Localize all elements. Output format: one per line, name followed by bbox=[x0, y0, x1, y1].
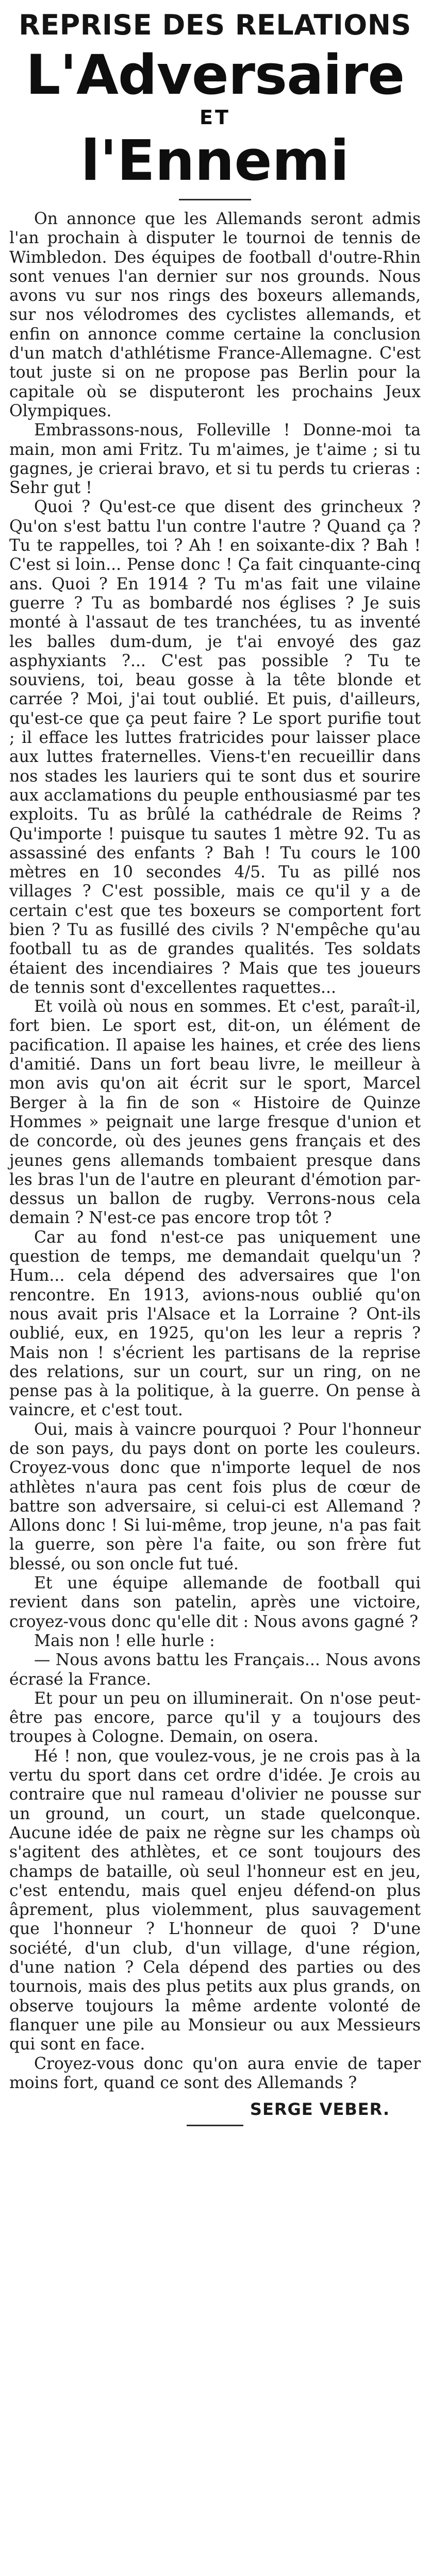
article-paragraph-11: Hé ! non, que voulez-vous, je ne crois pas à la vertu du sport dans cet ordre d'idée. Je crois au contraire que nul rameau d'olivier ne pousse sur un ground, un court, un stade quelconque. Aucune idée de paix ne règne sur les champs où s'agitent des athlètes, et ce sont toujours des champs de bataille, où seul l'honneur est en jeu, c'est entendu, mais quel enjeu défend-on plus âprement, plus violemment, plus sauvagement que l'honneur ? L'honneur de quoi ? D'une société, d'un club, d'un village, d'une région, d'une nation ? Cela dépend des parties ou des tournois, mais des plus petits aux plus grands, on observe toujours la même ardente volonté de flanquer une pile au Monsieur ou aux Messieurs qui sont en face. bbox=[9, 1747, 421, 2054]
end-divider bbox=[187, 2125, 243, 2126]
article-paragraph-6: Oui, mais à vaincre pourquoi ? Pour l'honneur de son pays, du pays dont on porte les couleurs. Croyez-vous donc que n'importe lequel de nos athlètes n'aura pas cent fois plus de cœur de battre son adversaire, si celui-ci est Allemand ? Allons donc ! Si lui-même, trop jeune, n'a pas fait la guerre, son père l'a faite, ou son frère fut blessé, ou son oncle fut tué. bbox=[9, 1420, 421, 1573]
article-paragraph-10: Et pour un peu on illuminerait. On n'ose peut-être pas encore, parce qu'il y a toujours des troupes à Cologne. Demain, on osera. bbox=[9, 1689, 421, 1747]
author-signature: SERGE VEBER. bbox=[250, 2099, 390, 2120]
article-title-line-3: l'Ennemi bbox=[80, 129, 350, 193]
article-paragraph-8: Mais non ! elle hurle : bbox=[34, 1631, 215, 1650]
article-paragraph-2: Embrassons-nous, Folleville ! Donne-moi ta main, mon ami Fritz. Tu m'aimes, je t'aime ; si tu gagnes, je crierai bravo, et si tu perds tu crieras : Sehr gut ! bbox=[9, 421, 421, 498]
article-title-line-2: ET bbox=[200, 106, 230, 129]
article-paragraph-4: Et voilà où nous en sommes. Et c'est, paraît-il, fort bien. Le sport est, dit-on, un élément de pacification. Il apaise les haines, et crée des liens d'amitié. Dans un fort beau livre, le meilleur à mon avis qu'on ait écrit sur le sport, Marcel Berger à la fin de son « Histoire de Quinze Hommes » peignait une large fresque d'union et de concorde, où des jeunes gens français et des jeunes gens allemands tombaient presque dans les bras l'un de l'autre en pleurant d'émotion par-dessus un ballon de rugby. Verrons-nous cela demain ? N'est-ce pas encore trop tôt ? bbox=[9, 997, 421, 1228]
article-paragraph-5: Car au fond n'est-ce pas uniquement une question de temps, me demandait quelqu'un ? Hum... cela dépend des adversaires que l'on rencontre. En 1913, avions-nous oublié qu'on nous avait pris l'Alsace et la Lorraine ? Ont-ils oublié, eux, en 1925, qu'on les leur a repris ? Mais non ! s'écrient les partisans de la reprise des relations, sur un court, sur un ring, on ne pense pas à la politique, à la guerre. On pense à vaincre, et c'est tout. bbox=[9, 1228, 421, 1420]
title-divider bbox=[179, 199, 251, 200]
article-paragraph-3: Quoi ? Qu'est-ce que disent des grincheux ? Qu'on s'est battu l'un contre l'autre ? Quand ça ? Tu te rappelles, toi ? Ah ! en soixante-dix ? Bah ! C'est si loin... Pense donc ! Ça fait cinquante-cinq ans. Quoi ? En 1914 ? Tu m'as fait une vilaine guerre ? Tu as bombardé nos églises ? Je suis monté à l'assaut de tes tranchées, tu as inventé les balles dum-dum, je t'ai envoyé des gaz asphyxiants ?... C'est pas possible ? Tu te souviens, toi, beau gosse à la tête blonde et carrée ? Moi, j'ai tout oublié. Et puis, d'ailleurs, qu'est-ce que ça peut faire ? Le sport purifie tout ; il efface les luttes fratricides pour laisser place aux luttes fraternelles. Viens-t'en recueillir dans nos stades les lauriers qui te sont dus et sourire aux acclamations du peuple enthousiasmé par tes exploits. Tu as brûlé la cathédrale de Reims ? Qu'importe ! puisque tu sautes 1 mètre 92. Tu as assassiné des enfants ? Bah ! Tu cours le 100 mètres en 10 secondes 4/5. Tu as pillé nos villages ? C'est possible, mais ce qu'il y a de certain c'est que tes boxeurs se comportent fort bien ? Tu as fusillé des civils ? N'empêche qu'au football tu as de grandes qualités. Tes soldats étaient des incendiaires ? Mais que tes joueurs de tennis sont d'excellentes raquettes... bbox=[9, 498, 421, 997]
article-column bbox=[9, 7, 421, 2126]
article-paragraph-9: — Nous avons battu les Français... Nous avons écrasé la France. bbox=[9, 1651, 421, 1689]
article-paragraph-1: On annonce que les Allemands seront admis l'an prochain à disputer le tournoi de tennis de Wimbledon. Des équipes de football d'outre-Rhin sont venues l'an dernier sur nos grounds. Nous avons vu sur nos rings des boxeurs allemands, sur nos vélodromes des cyclistes allemands, et enfin on annonce comme certaine la conclusion d'un match d'athlétisme France-Allemagne. C'est tout juste si on ne propose pas Berlin pour la capitale où se disputeront les prochains Jeux Olympiques. bbox=[9, 210, 421, 420]
article-body bbox=[9, 210, 421, 2093]
article-kicker: REPRISE DES RELATIONS bbox=[19, 9, 411, 41]
article-paragraph-7: Et une équipe allemande de football qui revient dans son patelin, après une victoire, croyez-vous donc qu'elle dit : Nous avons gagné ? bbox=[9, 1574, 421, 1631]
article-title-line-1: L'Adversaire bbox=[25, 43, 405, 107]
article-paragraph-12: Croyez-vous donc qu'on aura envie de taper moins fort, quand ce sont des Allemands ? bbox=[9, 2054, 421, 2092]
